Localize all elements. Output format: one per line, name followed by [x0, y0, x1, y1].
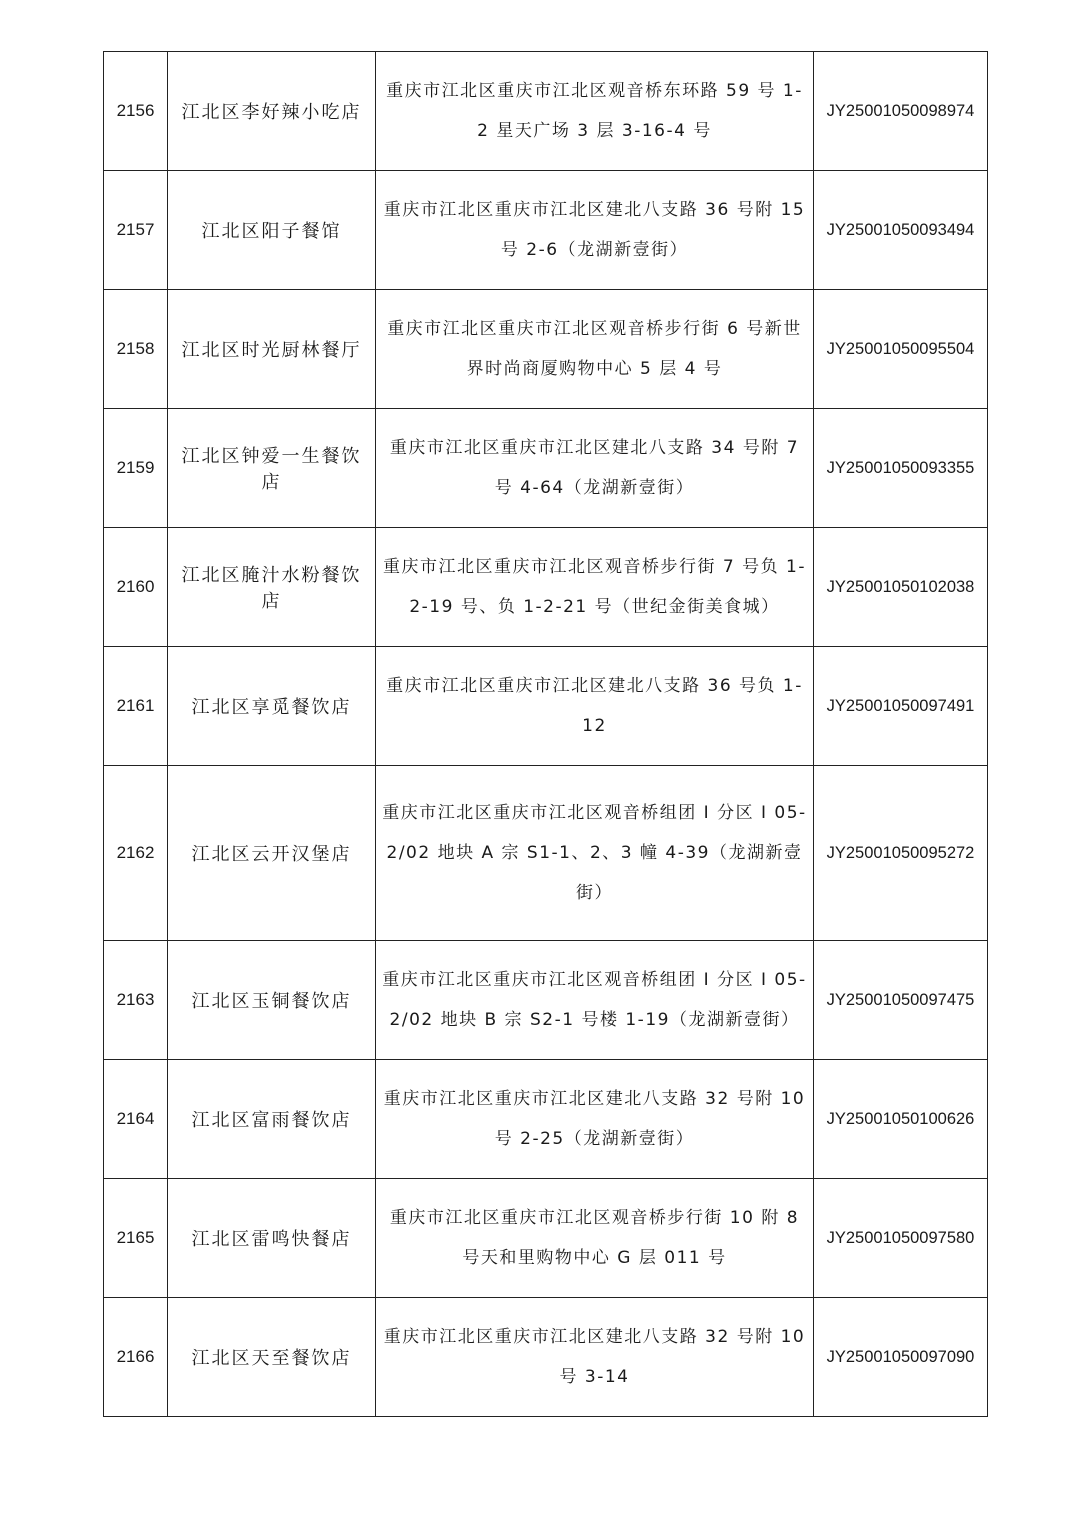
table-row [104, 1298, 988, 1417]
license-number: JY25001050097580 [814, 1179, 988, 1298]
row-index: 2164 [104, 1060, 168, 1179]
row-index: 2158 [104, 290, 168, 409]
business-name: 江北区李好辣小吃店 [168, 52, 376, 171]
business-address: 重庆市江北区重庆市江北区观音桥组团 I 分区 I 05-2/02 地块 B 宗 S2-1 号楼 1-19（龙湖新壹街） [376, 941, 814, 1060]
license-number: JY25001050095504 [814, 290, 988, 409]
license-number: JY25001050093494 [814, 171, 988, 290]
business-address: 重庆市江北区重庆市江北区建北八支路 36 号附 15 号 2-6（龙湖新壹街） [376, 171, 814, 290]
business-address: 重庆市江北区重庆市江北区建北八支路 32 号附 10 号 2-25（龙湖新壹街） [376, 1060, 814, 1179]
business-address: 重庆市江北区重庆市江北区建北八支路 36 号负 1-12 [376, 647, 814, 766]
business-name: 江北区时光厨林餐厅 [168, 290, 376, 409]
license-number: JY25001050095272 [814, 766, 988, 941]
row-index: 2160 [104, 528, 168, 647]
table-row [104, 1060, 988, 1179]
business-name: 江北区钟爱一生餐饮店 [168, 409, 376, 528]
row-index: 2159 [104, 409, 168, 528]
license-number: JY25001050097491 [814, 647, 988, 766]
business-address: 重庆市江北区重庆市江北区观音桥东环路 59 号 1-2 星天广场 3 层 3-16-4 号 [376, 52, 814, 171]
row-index: 2161 [104, 647, 168, 766]
row-index: 2162 [104, 766, 168, 941]
business-name: 江北区享觅餐饮店 [168, 647, 376, 766]
row-index: 2163 [104, 941, 168, 1060]
business-name: 江北区云开汉堡店 [168, 766, 376, 941]
business-registry-table [103, 51, 988, 1417]
business-name: 江北区天至餐饮店 [168, 1298, 376, 1417]
business-name: 江北区富雨餐饮店 [168, 1060, 376, 1179]
business-address: 重庆市江北区重庆市江北区观音桥步行街 7 号负 1-2-19 号、负 1-2-21 号（世纪金街美食城） [376, 528, 814, 647]
license-number: JY25001050102038 [814, 528, 988, 647]
table-row [104, 1179, 988, 1298]
license-number: JY25001050100626 [814, 1060, 988, 1179]
row-index: 2166 [104, 1298, 168, 1417]
business-address: 重庆市江北区重庆市江北区建北八支路 32 号附 10 号 3-14 [376, 1298, 814, 1417]
row-index: 2156 [104, 52, 168, 171]
business-address: 重庆市江北区重庆市江北区观音桥组团 I 分区 I 05-2/02 地块 A 宗 S1-1、2、3 幢 4-39（龙湖新壹街） [376, 766, 814, 941]
table-row [104, 528, 988, 647]
table-row [104, 647, 988, 766]
license-number: JY25001050098974 [814, 52, 988, 171]
business-name: 江北区玉铜餐饮店 [168, 941, 376, 1060]
business-address: 重庆市江北区重庆市江北区观音桥步行街 6 号新世界时尚商厦购物中心 5 层 4 号 [376, 290, 814, 409]
business-address: 重庆市江北区重庆市江北区建北八支路 34 号附 7 号 4-64（龙湖新壹街） [376, 409, 814, 528]
business-name: 江北区腌汁水粉餐饮店 [168, 528, 376, 647]
business-name: 江北区阳子餐馆 [168, 171, 376, 290]
table-row [104, 766, 988, 941]
license-number: JY25001050097475 [814, 941, 988, 1060]
table-row [104, 409, 988, 528]
row-index: 2157 [104, 171, 168, 290]
table-row [104, 52, 988, 171]
table-row [104, 941, 988, 1060]
business-name: 江北区雷鸣快餐店 [168, 1179, 376, 1298]
license-number: JY25001050097090 [814, 1298, 988, 1417]
license-number: JY25001050093355 [814, 409, 988, 528]
table-row [104, 171, 988, 290]
business-address: 重庆市江北区重庆市江北区观音桥步行街 10 附 8 号天和里购物中心 G 层 011 号 [376, 1179, 814, 1298]
row-index: 2165 [104, 1179, 168, 1298]
table-row [104, 290, 988, 409]
